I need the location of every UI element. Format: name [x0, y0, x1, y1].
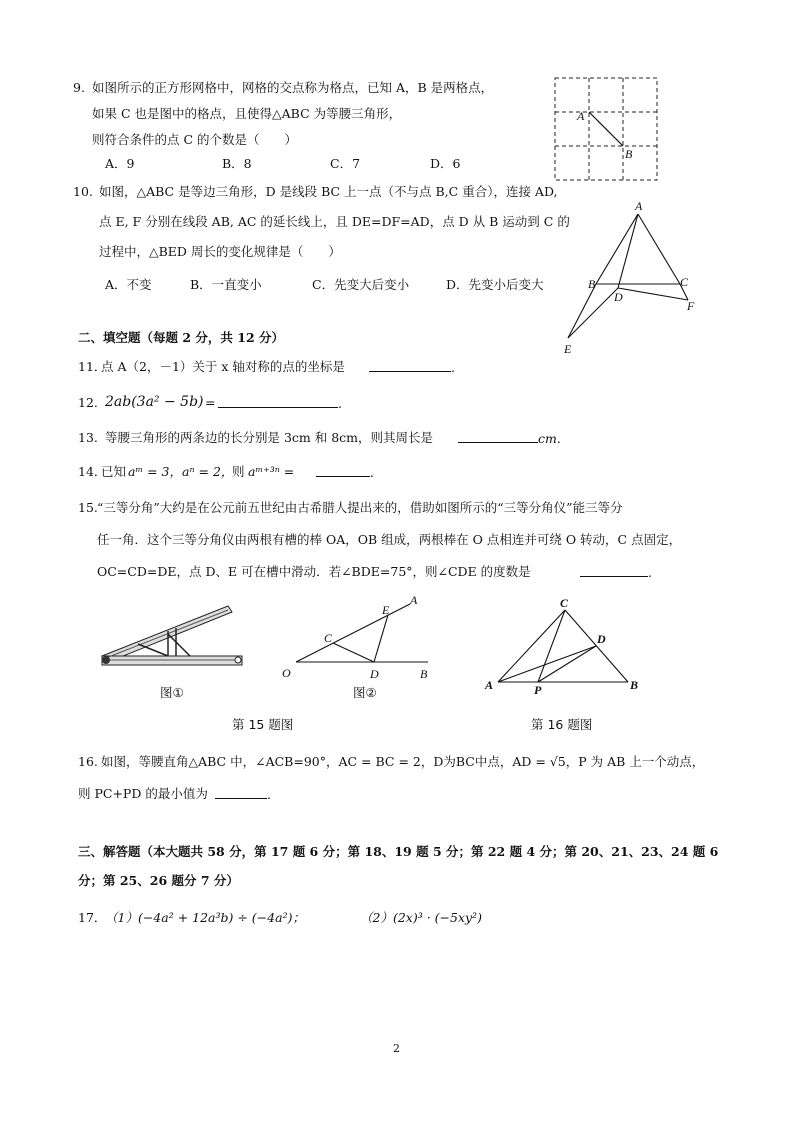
q10-line3: 过程中，△BED 周长的变化规律是（ ） — [99, 244, 341, 259]
q14-text1: 已知 — [101, 464, 127, 479]
q15-fig2-label-a: A — [410, 593, 418, 607]
q14-end: . — [370, 465, 374, 480]
q12-number: 12. — [78, 395, 98, 410]
q13-end: . — [556, 431, 561, 446]
q16-label-p: P — [534, 683, 542, 697]
q9-line1: 如图所示的正方形网格中，网格的交点称为格点，已知 A，B 是两格点， — [92, 80, 494, 95]
q14-number: 14． — [78, 464, 107, 479]
q10-label-b: B — [588, 277, 596, 291]
q15-answer-blank[interactable] — [580, 563, 648, 577]
q17-number: 17． — [78, 910, 107, 925]
q14-text2: 则 — [232, 464, 245, 479]
q9-option-c[interactable]: C．7 — [330, 156, 361, 171]
q13-number: 13. — [78, 430, 98, 445]
q10-triangle-figure — [558, 196, 708, 358]
q13-text: 等腰三角形的两条边的长分别是 3cm 和 8cm，则其周长是 — [105, 430, 434, 445]
q15-figure-caption: 第 15 题图 — [232, 717, 294, 732]
q15-fig2-label-c: C — [324, 631, 333, 645]
q11-number: 11． — [78, 359, 107, 374]
q10-label-a: A — [635, 199, 643, 213]
q16-label-b: B — [630, 678, 639, 692]
q9-option-a[interactable]: A．9 — [105, 156, 135, 171]
q9-line2: 如果 C 也是图中的格点，且使得△ABC 为等腰三角形， — [92, 106, 402, 121]
q16-figure-caption: 第 16 题图 — [531, 717, 593, 732]
q10-option-b[interactable]: B．一直变小 — [190, 277, 262, 292]
q9-label-b: B — [625, 147, 633, 161]
q15-fig1-caption: 图① — [160, 685, 184, 700]
q11-answer-blank[interactable] — [369, 358, 451, 372]
q15-angle-figure — [278, 592, 438, 682]
q15-fig2-label-b: B — [420, 667, 428, 681]
q17-part1: （1）(−4a² + 12a³b) ÷ (−4a²)； — [105, 910, 305, 925]
q9-line3: 则符合条件的点 C 的个数是（ ） — [92, 132, 298, 147]
q15-end: . — [648, 565, 652, 580]
q16-label-c: C — [560, 596, 569, 610]
q15-fig2-label-d: D — [370, 667, 379, 681]
q10-label-c: C — [680, 275, 689, 289]
q12-equals: = — [205, 395, 216, 410]
q14-answer-blank[interactable] — [316, 463, 370, 477]
q15-line3: OC=CD=DE，点 D、E 可在槽中滑动．若∠BDE=75°，则∠CDE 的度数是 — [97, 564, 531, 579]
q16-end: . — [267, 787, 271, 802]
q10-option-a[interactable]: A．不变 — [105, 277, 152, 292]
q12-expression: 2ab(3a² − 5b) — [105, 394, 204, 410]
q14-expr2: aⁿ = 2， — [182, 464, 234, 479]
q15-line1: “三等分角”大约是在公元前五世纪由古希腊人提出来的，借助如图所示的“三等分角仪”能三等分 — [97, 500, 623, 515]
q14-expr3: aᵐ⁺³ⁿ = — [248, 464, 295, 479]
q12-end: . — [338, 396, 342, 411]
q9-grid-figure — [553, 76, 663, 182]
q10-label-f: F — [687, 299, 695, 313]
section3-heading-line1: 三、解答题（本大题共 58 分，第 17 题 6 分；第 18、19 题 5 分；第 22 题 4 分；第 20、21、23、24 题 6 — [78, 844, 719, 859]
q17-part2: （2）(2x)³ · (−5xy²) — [360, 910, 482, 925]
q13-unit: cm — [538, 431, 557, 446]
q15-fig2-label-o: O — [282, 666, 291, 680]
q10-option-c[interactable]: C．先变大后变小 — [312, 277, 410, 292]
q9-label-a: A — [577, 109, 585, 123]
q10-line2: 点 E, F 分别在线段 AB, AC 的延长线上，且 DE=DF=AD，点 D 从 B 运动到 C 的 — [99, 214, 570, 229]
q11-end: . — [451, 360, 455, 375]
section3-heading-line2: 分；第 25、26 题分 7 分） — [78, 873, 239, 888]
q16-line1: 如图，等腰直角△ABC 中，∠ACB=90°，AC = BC = 2，D为BC中点，AD = √5，P 为 AB 上一个动点， — [101, 754, 705, 769]
page-number: 2 — [393, 1042, 400, 1055]
q15-fig2-label-e: E — [382, 603, 390, 617]
q10-label-d: D — [614, 290, 623, 304]
section2-heading: 二、填空题（每题 2 分，共 12 分） — [78, 330, 285, 345]
q16-label-d: D — [597, 632, 606, 646]
q10-label-e: E — [564, 342, 572, 356]
q16-answer-blank[interactable] — [215, 785, 267, 799]
q10-number: 10. — [73, 184, 93, 199]
q15-trisector-device-figure — [98, 598, 248, 673]
q9-number: 9. — [73, 80, 85, 95]
q16-line2: 则 PC+PD 的最小值为 — [78, 786, 208, 801]
q16-triangle-figure — [480, 596, 650, 698]
q15-number: 15. — [78, 500, 98, 515]
q13-answer-blank[interactable] — [458, 429, 538, 443]
q15-fig2-caption: 图② — [353, 685, 377, 700]
q16-number: 16. — [78, 754, 98, 769]
q16-label-a: A — [485, 678, 494, 692]
q9-option-d[interactable]: D．6 — [430, 156, 461, 171]
q10-line1: 如图，△ABC 是等边三角形，D 是线段 BC 上一点（不与点 B,C 重合），连接 AD, — [99, 184, 558, 199]
q9-segment-ab — [589, 112, 623, 146]
q10-option-d[interactable]: D．先变小后变大 — [446, 277, 544, 292]
q12-answer-blank[interactable] — [218, 394, 338, 408]
q14-expr1: aᵐ = 3， — [128, 464, 182, 479]
q9-option-b[interactable]: B．8 — [222, 156, 252, 171]
q15-line2: 任一角．这个三等分角仪由两根有槽的棒 OA，OB 组成，两根棒在 O 点相连并可绕 O 转动，C 点固定， — [97, 532, 682, 547]
q11-text: 点 A（2，－1）关于 x 轴对称的点的坐标是 — [101, 359, 345, 374]
